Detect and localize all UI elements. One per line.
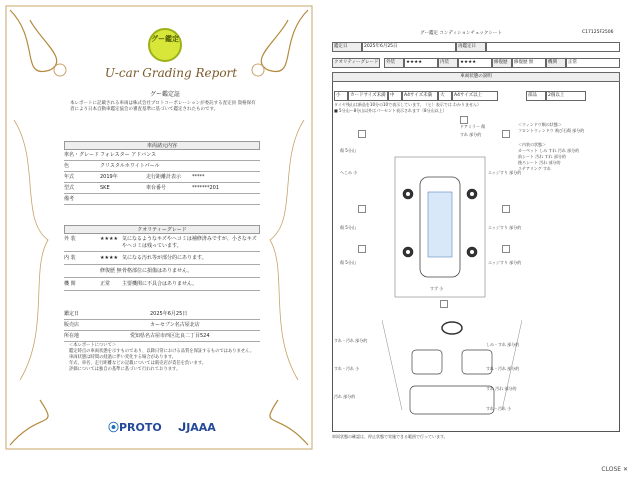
table-row: 鑑定日 2025年6月25日: [64, 309, 260, 320]
check-box: [358, 205, 366, 213]
table-row: 機 関 正常 主要機関に不具合はありません。: [64, 278, 260, 291]
table-row: 型式 SKE 車台番号 *******201: [64, 183, 260, 194]
footer-note: 車両状態の確認は、停止状態で実施できる範囲で行っています。: [332, 434, 448, 439]
table-row: 年式 2019年 走行距離計表示 *****: [64, 172, 260, 183]
date-label: 鑑定日: [332, 42, 362, 52]
grading-certificate: [0, 0, 318, 455]
check-box: [358, 245, 366, 253]
check-box: [460, 116, 468, 124]
check-box: [502, 245, 510, 253]
exterior-grade: ★★★★: [404, 58, 438, 68]
sheet-title: グー鑑定 コンディションチェックシート: [420, 31, 502, 36]
list-item: 評価については独自の基準に基づいて行われております。: [69, 367, 181, 372]
close-icon: ✕: [622, 466, 628, 473]
sheet-id: C17125F2506: [582, 30, 614, 35]
list-item: 車両状態は時間の経過に伴い変化する場合があります。: [69, 355, 177, 360]
table-row: 車名・グレードフォレスター アドバンス: [64, 150, 260, 161]
quality-grade-table: [64, 225, 260, 291]
certificate-intro: 本レポートに記載される車両は株式会社プロトコーポレーションが委託する査定員 資格保有者により日本自動車鑑定協会の審査基準に基づいて鑑定されたものです。: [70, 101, 256, 113]
check-box: [502, 205, 510, 213]
proto-logo: ⦿PROTO: [108, 421, 162, 434]
check-box: [358, 130, 366, 138]
check-box: [502, 130, 510, 138]
recheck-label: 再鑑定日: [456, 42, 486, 52]
interior-grade: ★★★★: [458, 58, 492, 68]
check-box: [440, 300, 448, 308]
date-value: 2025年6月25日: [362, 42, 456, 52]
table-row: 所在地 愛知県名古屋市西区比良二丁目524: [64, 331, 260, 342]
list-item: 年式、車名、走行距離などの記載については販売店が責任を負います。: [69, 361, 207, 366]
list-item: 鑑定時点の車両状態を示すものであり、以降日常における品質を保証するものではありません。: [69, 349, 255, 354]
description-header: 車両状態の説明: [332, 72, 620, 82]
table-row: 色 クリスタルホワイトパール: [64, 161, 260, 172]
car-top-view-diagram: [390, 152, 500, 302]
badge-label: グー鑑定: [151, 35, 179, 43]
vehicle-section-header: 車両諸元内容: [64, 141, 260, 150]
recheck-value: [486, 42, 620, 52]
table-row: 備考: [64, 194, 260, 205]
close-button[interactable]: CLOSE ✕: [601, 466, 628, 473]
quality-section-header: クオリティーグレード: [64, 225, 260, 234]
report-notes: ＜本レポートについて＞ 鑑定時点の車両状態を示すものであり、以降日常における品質を保証するものではありません。 車両状態は時間の経過に伴い変化する場合があります。 年式、車名、走行距離などの記載については販売店が責任を負います。 評価については独自の基準に基づいて行われております。: [69, 343, 259, 373]
table-row: 修復歴 無骨格部位に損傷はありません。: [64, 265, 260, 278]
table-row: 外 装 ★★★★ 気になるようなキズやヘコミは補修済みですが、小さなキズやヘコミは残っています。: [64, 234, 260, 252]
jaaa-logo: ᒍJAAA: [178, 421, 216, 434]
shop-info-table: [64, 309, 260, 342]
table-row: 内 装 ★★★★ 気になる汚れ等が部分的にあります。: [64, 252, 260, 265]
condition-check-sheet: グー鑑定 コンディションチェックシート C17125F2506 鑑定日 2025年6月25日 再鑑定日 クオリティーグレード 外装 ★★★★ 内装 ★★★★ 修復歴 修復歴 無 機関 正常 車両状態の説明 小 カードサイズ未満 中 A4サイズ未満 大 A4サイズ以上 部品 2個以上 タイヤ残山は新品を10分の10で表示しています。（ヒ）表示では わかりません） ■ 5分山～8分山以外はパーセント表示されます（8分山以上） ドアミラー 傷 すれ 部分的 傷 5分山 へこみ 小 エッジすり 部分的 傷 5分山 エッジすり 部分的 傷 5分山 エッジすり 部分的 すず 小 ＜ウィンドウ類の状態＞ フロントウィンドウ 飛び石傷 部分的 ＜内装の状態＞ カーペット しみ すれ 汚れ 部分的 前シート 汚れ すれ 部分的 後ろシート 汚れ 部分的 ステアリング すれ すれ・汚れ 部分的 すれ・汚れ 小 汚れ 部分的 しみ・すれ 部分的 すれ・汚れ 部分的 すれ 汚れ 部分的 すれ・汚れ 小 車両状態の確認は、停止状態で実施できる範囲で行っています。: [320, 20, 632, 440]
engine-grade: 正常: [566, 58, 620, 68]
table-row: 販売店 カーセブン名古屋北店: [64, 320, 260, 331]
certificate-title: U-car Grading Report: [104, 66, 238, 80]
repair-history: 修復歴 無: [512, 58, 546, 68]
quality-label: クオリティーグレード: [332, 58, 380, 68]
certificate-subtitle: グー鑑定証: [149, 91, 180, 98]
vehicle-spec-table: [64, 141, 260, 205]
